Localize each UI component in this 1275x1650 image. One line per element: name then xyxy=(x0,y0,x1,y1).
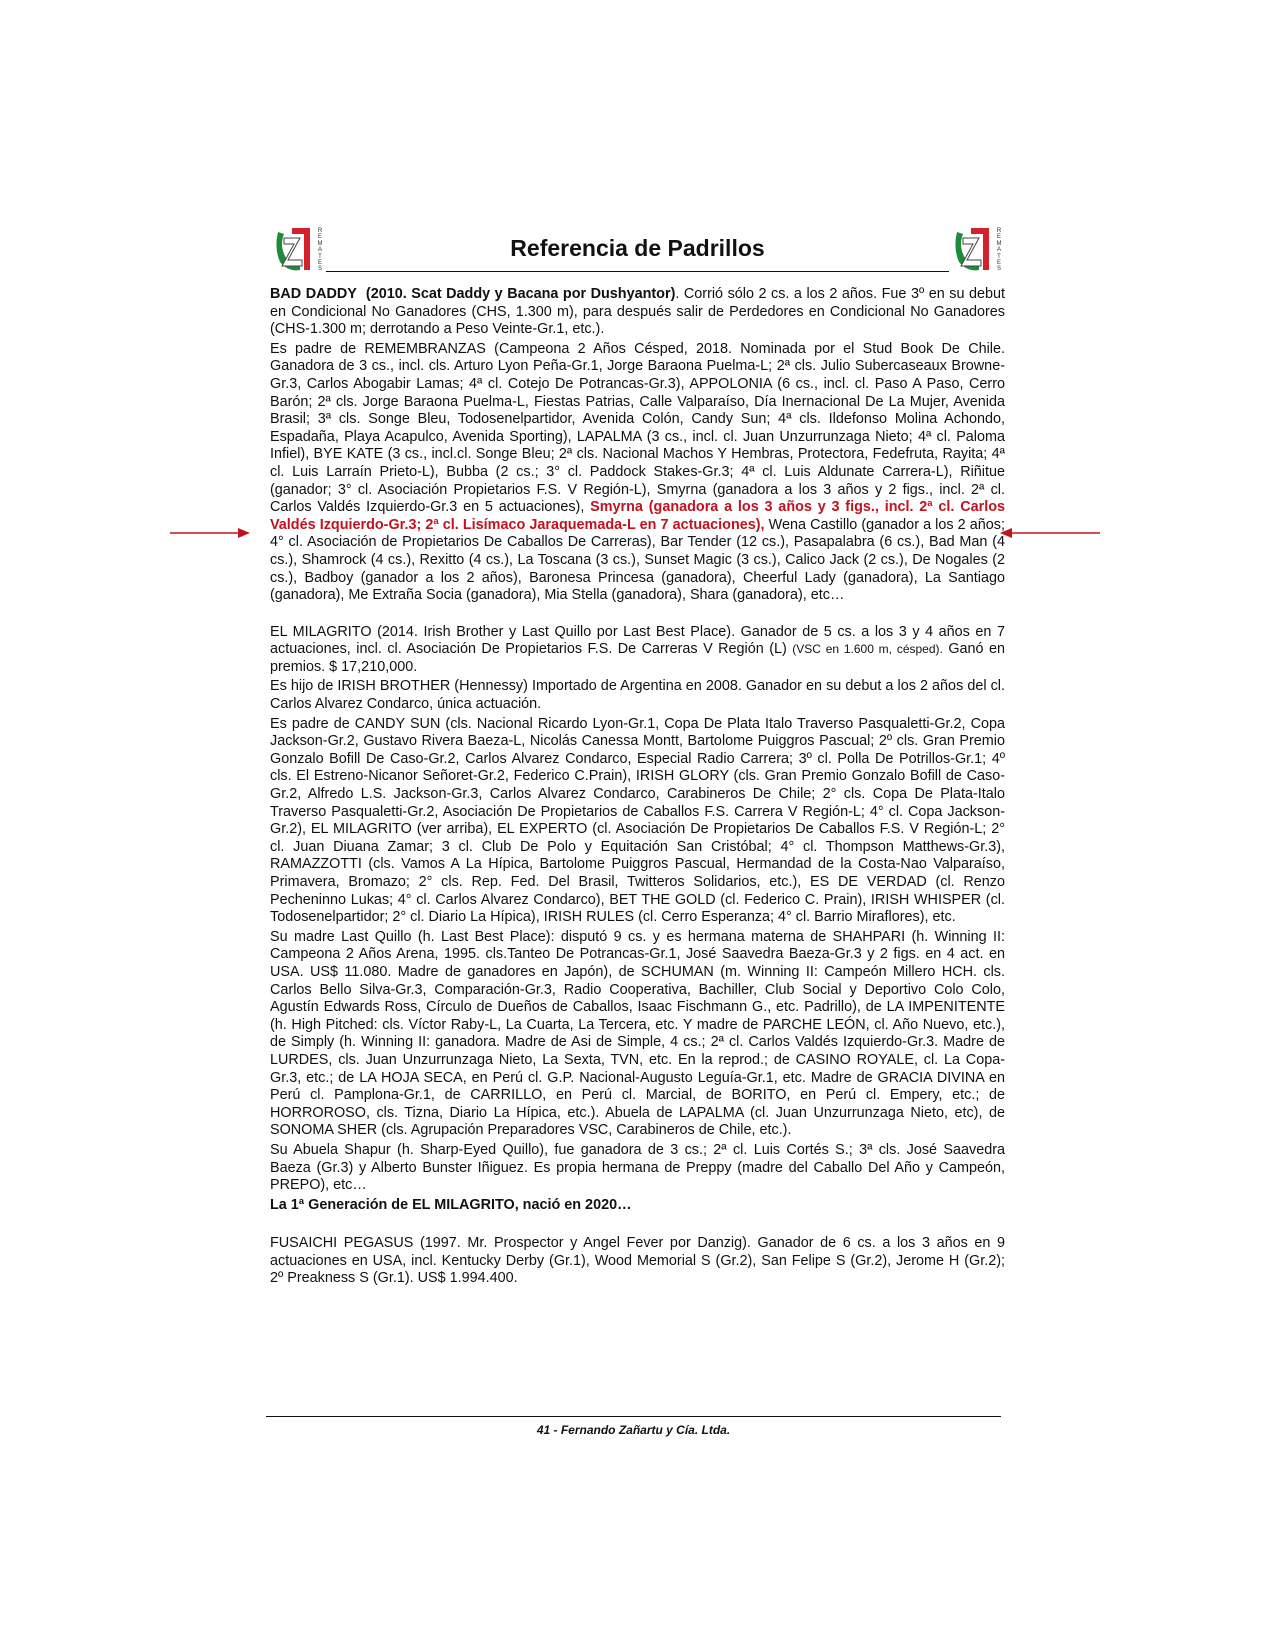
fusaichi-intro: FUSAICHI PEGASUS (1997. Mr. Prospector y Angel Fever por Danzig). Ganador de 6 cs. a los 3 años en 9 actuaciones en USA, incl. Kentucky Derby (Gr.1), Wood Memorial S (Gr.2), San Felipe S (Gr.2), Jerome H (Gr.2); 2º Preakness S (Gr.1). US$ 1.994.400. xyxy=(270,1235,1005,1287)
page-footer: 41 - Fernando Zañartu y Cía. Ltda. xyxy=(536,1423,731,1437)
el-milagrito-offspring: Es padre de CANDY SUN (cls. Nacional Ricardo Lyon-Gr.1, Copa De Plata Italo Traverso Pasqualetti-Gr.2, Copa Jackson-Gr.2, Gustavo Rivera Baeza-L, Nicolás Canessa Montt, Bartolome Puiggros Pascual; 2º cls. Gran Premio Gonzalo Bofill De Caso-Gr.2, Carlos Alvarez Condarco, Especial Radio Carrera; 3º cl. Polla De Potrillos-Gr.1; 4º cls. El Estreno-Nicanor Señoret-Gr.2, Federico C.Prain), IRISH GLORY (cls. Gran Premio Gonzalo Bofill de Caso-Gr.2, Alfredo L.S. Jackson-Gr.3, Carlos Alvarez Condarco, Carabineros De Chile; 2° cls. Copa De Plata-Italo Traverso Pasqualetti-Gr.2, Asociación De Propietarios de Caballos F.S. Carrera V Región-L; 4° cl. Copa Jackson-Gr.2), EL MILAGRITO (ver arriba), EL EXPERTO (cl. Asociación De Propietarios De Caballos F.S. V Región-L; 2° cl. Juan Diuana Zamar; 3 cl. Club De Polo y Equitación San Cristóbal; 4° cl. Thompson Matthews-Gr.3), RAMAZZOTTI (cls. Vamos A La Hípica, Bartolome Puiggros Pascual, Hermandad de la Costa-Nao Valparaíso, Primavera, Bromazo; 2° cls. Rep. Fed. Del Brasil, Twitteros Solidarios, etc.), ES DE VERDAD (cl. Renzo Pecheninno Lukas; 4° cl. Carlos Alvarez Condarco), BET THE GOLD (cl. Federico C. Prain), IRISH WHISPER (cl. Todosenelpartidor; 2° cl. Diario La Hípica), IRISH RULES (cl. Cerro Esperanza; 4° cl. Barrio Miraflores), etc. xyxy=(270,715,1005,926)
el-milagrito-intro: EL MILAGRITO (2014. Irish Brother y Last Quillo por Last Best Place). Ganador de 5 cs. a los 3 y 4 años en 7 actuaciones, incl. cl. Asociación De Propietarios F.S. De Carreras V Región (L) (VSC en 1.600 m, césped). Ganó en premios. $ 17,210,000. xyxy=(270,623,1005,675)
el-milagrito-dam: Su madre Last Quillo (h. Last Best Place): disputó 9 cs. y es hermana materna de SHAHPARI (h. Winning II: Campeona 2 Años Arena, 1995. cls.Tanteo De Potrancas-Gr.1, José Saavedra Baeza-Gr.3 y 2 figs. en 4 act. en USA. US$ 11.080. Madre de ganadores en Japón), de SCHUMAN (m. Winning II: Campeón Millero HCH. cls. Carlos Bello Silva-Gr.3, Comparación-Gr.3, Radio Cooperativa, Bachiller, Club Social y Deportivo Colo Colo, Agustín Edwards Ross, Círculo de Dueños de Caballos, Isaac Fischmann G., etc. Padrillo), de LA IMPENITENTE (h. High Pitched: cls. Víctor Raby-L, La Cuarta, La Tercera, etc. Y madre de PARCHE LEÓN, cl. Año Nuevo, etc.), de Simply (h. Winning II: ganadora. Madre de Asi de Simple, 4 cs.; 2ª cl. Carlos Valdés Izquierdo-Gr.3. Madre de LURDES, cls. Juan Unzurrunzaga Nieto, La Sexta, TVN, etc. En la reprod.; de CASINO ROYALE, cl. La Copa-Gr.3, etc.; de LA HOJA SECA, en Perú cl. G.P. Nacional-Augusto Leguía-Gr.1, etc. Madre de GRACIA DIVINA en Perú cl. Pamplona-Gr.1, de CARRILLO, en Perú cl. Marcial, de BORITO, en Perú cl. Empery, etc.; de HORROROSO, cls. Tizna, Diario La Hípica, etc.). Abuela de LAPALMA (cl. Juan Unzurrunzaga Nieto, etc), de SONOMA SHER (cls. Agrupación Preparadores VSC, Carabineros de Chile, etc.). xyxy=(270,928,1005,1139)
el-milagrito-generation: La 1ª Generación de EL MILAGRITO, nació en 2020… xyxy=(270,1196,632,1213)
footer-rule xyxy=(266,1416,1001,1417)
page-title: Referencia de Padrillos xyxy=(510,235,765,261)
zj-remates-logo-right xyxy=(949,226,1005,274)
bad-daddy-offspring: Es padre de REMEMBRANZAS (Campeona 2 Años Césped, 2018. Nominada por el Stud Book De Chile. Ganadora de 3 cs., incl. cls. Arturo Lyon Peña-Gr.1, Jorge Baraona Puelma-L; 2ª cls. Julio Subercaseaux Browne-Gr.3, Carlos Abogabir Lamas; 4ª cl. Cotejo De Potrancas-Gr.3), APPOLONIA (6 cs., incl. cl. Paso A Paso, Cerro Barón; 2ª cls. Jorge Baraona Puelma-L, Fiestas Patrias, Calle Valparaíso, Día Inernacional De La Mujer, Avenida Brasil; 3ª cls. Songe Bleu, Todosenelpartidor, Avenida Colón, Candy Sun; 4ª cls. Ildefonso Molina Achondo, Espadaña, Playa Acapulco, Avenida Sporting), LAPALMA (3 cs., incl. cl. Juan Unzurrunzaga Nieto; 4ª cl. Paloma Infiel), BYE KATE (3 cs., incl.cl. Songe Bleu; 2ª cls. Nacional Machos Y Hembras, Protectora, Fedefruta, Rayita; 4ª cl. Luis Larraín Prieto-L), Bubba (2 cs.; 3° cl. Paddock Stakes-Gr.3; 4ª cl. Luis Aldunate Carrera-L), Riñitue (ganador; 3° cl. Asociación Propietarios F.S. V Región-L), Smyrna (ganadora a los 3 años y 2 figs., incl. 2ª cl. Carlos Valdés Izquierdo-Gr.3 en 5 actuaciones), Smyrna (ganadora a los 3 años y 3 figs., incl. 2ª cl. Carlos Valdés Izquierdo-Gr.3; 2ª cl. Lisímaco Jaraquemada-L en 7 actuaciones), Wena Castillo (ganador a los 2 años; 4° cl. Asociación de Propietarios De Caballos De Carreras), Bar Tender (12 cs.), Pasapalabra (6 cs.), Bad Man (4 cs.), Shamrock (4 cs.), Rexitto (4 cs.), La Toscana (3 cs.), Sunset Magic (3 cs.), Calico Jack (2 cs.), De Nogales (2 cs.), Badboy (ganador a los 2 años), Baronesa Princesa (ganadora), Cheerful Lady (ganadora), La Santiago (ganadora), Me Extraña Socia (ganadora), Mia Stella (ganadora), Shara (ganadora), etc… xyxy=(270,340,1006,604)
highlighted-offspring: Smyrna (ganadora a los 3 años y 3 figs., incl. 2ª cl. Carlos Valdés Izquierdo-Gr.3; 2ª cl. Lisímaco Jaraquemada-L en 7 actuaciones), xyxy=(270,499,1006,533)
arrow-left-icon xyxy=(1000,527,1100,539)
bad-daddy-intro: BAD DADDY (2010. Scat Daddy y Bacana por Dushyantor). Corrió sólo 2 cs. a los 2 años. Fue 3º en su debut en Condicional No Ganadores (CHS, 1.300 m), para después salir de Perdedores en Condicional No Ganadores (CHS-1.300 m; derrotando a Peso Veinte-Gr.1, etc.). xyxy=(270,286,1005,338)
el-milagrito-granddam: Su Abuela Shapur (h. Sharp-Eyed Quillo), fue ganadora de 3 cs.; 2ª cl. Luis Cortés S.; 3ª cls. José Saavedra Baeza (Gr.3) y Alberto Bunster Iñiguez. Es propia hermana de Preppy (madre del Caballo Del Año y Campeón, PREPO), etc… xyxy=(270,1141,1005,1194)
logo-side-text: R E M A T E S xyxy=(317,228,323,273)
el-milagrito-sire: Es hijo de IRISH BROTHER (Hennessy) Importado de Argentina en 2008. Ganador en su debut a los 2 años del cl. Carlos Alvarez Condarco, única actuación. xyxy=(270,678,1005,713)
arrow-right-icon xyxy=(170,527,250,539)
document-body xyxy=(270,286,1005,1290)
logo-side-text-right: R E M A T E S xyxy=(996,228,1002,273)
title-underline xyxy=(326,271,949,272)
page-header xyxy=(270,226,1005,276)
